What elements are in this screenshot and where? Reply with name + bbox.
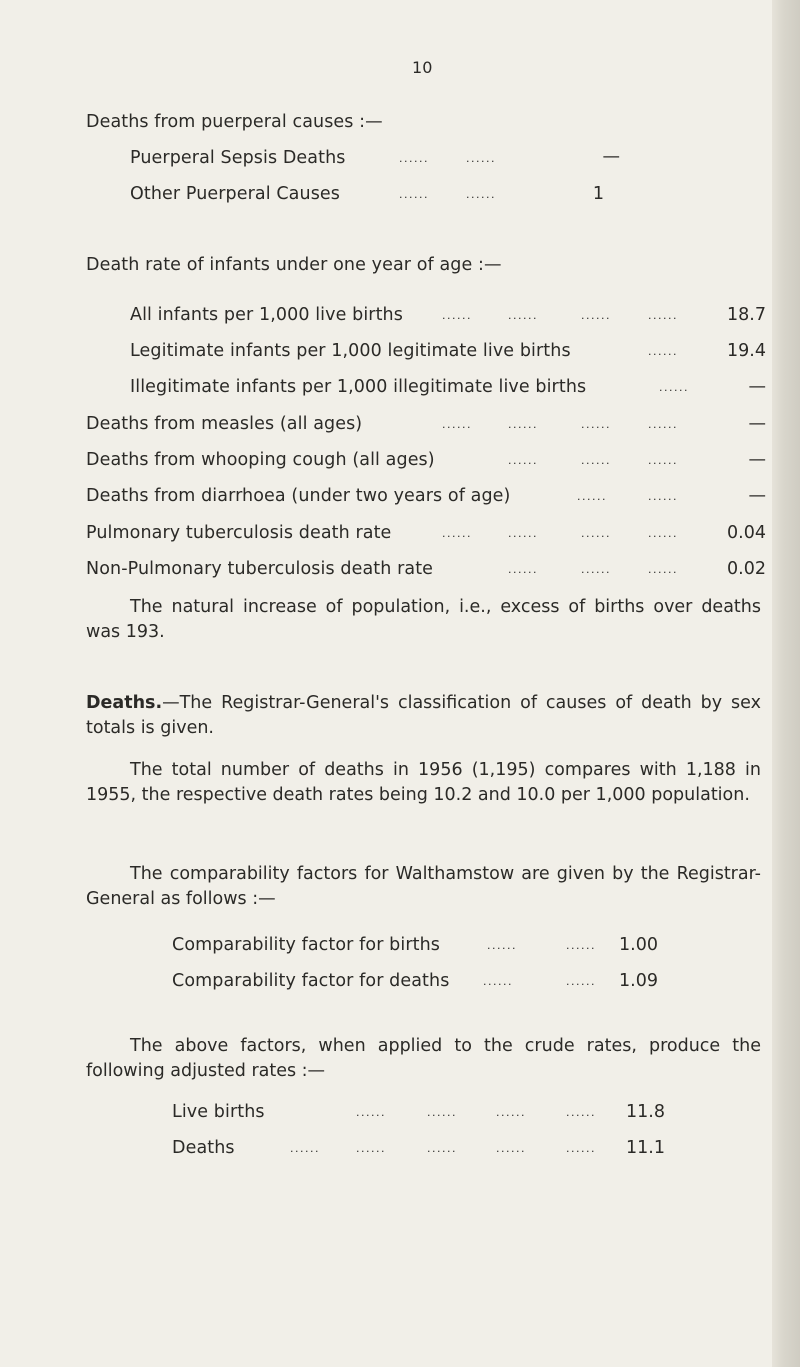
leader-dots: ...... <box>496 1142 526 1155</box>
row-label: Deaths from whooping cough (all ages) <box>86 450 435 470</box>
row-value: 1 <box>592 184 604 204</box>
row-label: Live births <box>172 1102 265 1122</box>
row-label: All infants per 1,000 live births <box>130 305 403 325</box>
leader-dots: ...... <box>508 454 538 467</box>
leader-dots: ...... <box>648 454 678 467</box>
leader-dots: ...... <box>581 527 611 540</box>
page-edge-shadow <box>772 0 800 1367</box>
natural-increase-paragraph <box>86 595 761 645</box>
adjusted-paragraph <box>86 1034 761 1084</box>
row-label: Deaths from measles (all ages) <box>86 414 363 434</box>
leader-dots: ...... <box>648 345 678 358</box>
leader-dots: ...... <box>483 975 513 988</box>
row-label: Legitimate infants per 1,000 legitimate live births <box>130 341 571 361</box>
row-label: Other Puerperal Causes <box>130 184 341 204</box>
leader-dots: ...... <box>566 939 596 952</box>
row-value: 1.00 <box>619 935 658 955</box>
leader-dots: ...... <box>496 1106 526 1119</box>
leader-dots: ...... <box>566 1142 596 1155</box>
paragraph-text: The above factors, when applied to the crude rates, produce the following adjusted rates :— <box>86 1036 761 1081</box>
row-value: 0.04 <box>727 523 766 543</box>
leader-dots: ...... <box>648 418 678 431</box>
total-deaths-paragraph <box>86 758 761 808</box>
row-label: Comparability factor for deaths <box>172 971 450 991</box>
row-value: — <box>748 486 766 506</box>
leader-dots: ...... <box>356 1142 386 1155</box>
row-label: Puerperal Sepsis Deaths <box>130 148 346 168</box>
leader-dots: ...... <box>442 527 472 540</box>
leader-dots: ...... <box>648 490 678 503</box>
deaths-title: Deaths. <box>86 693 163 713</box>
row-value: — <box>748 450 766 470</box>
leader-dots: ...... <box>648 563 678 576</box>
leader-dots: ...... <box>442 418 472 431</box>
row-value: — <box>748 377 766 397</box>
leader-dots: ...... <box>581 454 611 467</box>
row-label: Illegitimate infants per 1,000 illegitimate live births <box>130 377 587 397</box>
leader-dots: ...... <box>581 563 611 576</box>
leader-dots: ...... <box>290 1142 320 1155</box>
row-label: Deaths <box>172 1138 235 1158</box>
row-value: 18.7 <box>727 305 766 325</box>
row-label: Deaths from diarrhoea (under two years of age) <box>86 486 511 506</box>
leader-dots: ...... <box>508 418 538 431</box>
row-value: 11.8 <box>626 1102 665 1122</box>
leader-dots: ...... <box>356 1106 386 1119</box>
comparability-paragraph <box>86 862 761 912</box>
paragraph-text: The comparability factors for Walthamstow are given by the Registrar-General as follows :— <box>86 864 761 909</box>
row-label: Non-Pulmonary tuberculosis death rate <box>86 559 434 579</box>
leader-dots: ...... <box>566 975 596 988</box>
leader-dots: ...... <box>399 152 429 165</box>
leader-dots: ...... <box>508 527 538 540</box>
leader-dots: ...... <box>581 418 611 431</box>
leader-dots: ...... <box>508 309 538 322</box>
row-value: 0.02 <box>727 559 766 579</box>
leader-dots: ...... <box>442 309 472 322</box>
leader-dots: ...... <box>427 1106 457 1119</box>
deaths-paragraph <box>86 691 761 741</box>
infant-heading: Death rate of infants under one year of age :— <box>86 255 502 275</box>
row-value: 1.09 <box>619 971 658 991</box>
paragraph-text: The total number of deaths in 1956 (1,195) compares with 1,188 in 1955, the respective death rates being 10.2 and 10.0 per 1,000 population. <box>86 760 761 805</box>
leader-dots: ...... <box>466 188 496 201</box>
row-value: — <box>748 414 766 434</box>
row-label: Comparability factor for births <box>172 935 440 955</box>
row-value: 19.4 <box>727 341 766 361</box>
leader-dots: ...... <box>487 939 517 952</box>
leader-dots: ...... <box>648 309 678 322</box>
leader-dots: ...... <box>659 381 689 394</box>
puerperal-heading: Deaths from puerperal causes :— <box>86 112 383 132</box>
leader-dots: ...... <box>577 490 607 503</box>
page-number: 10 <box>412 58 433 77</box>
paragraph-text: The natural increase of population, i.e., excess of births over deaths was 193. <box>86 597 761 642</box>
leader-dots: ...... <box>427 1142 457 1155</box>
row-value: 11.1 <box>626 1138 665 1158</box>
leader-dots: ...... <box>581 309 611 322</box>
leader-dots: ...... <box>466 152 496 165</box>
paragraph-text: —The Registrar-General's classification of causes of death by sex totals is given. <box>86 693 761 738</box>
row-value: — <box>602 147 620 167</box>
leader-dots: ...... <box>648 527 678 540</box>
leader-dots: ...... <box>508 563 538 576</box>
leader-dots: ...... <box>566 1106 596 1119</box>
leader-dots: ...... <box>399 188 429 201</box>
row-label: Pulmonary tuberculosis death rate <box>86 523 392 543</box>
